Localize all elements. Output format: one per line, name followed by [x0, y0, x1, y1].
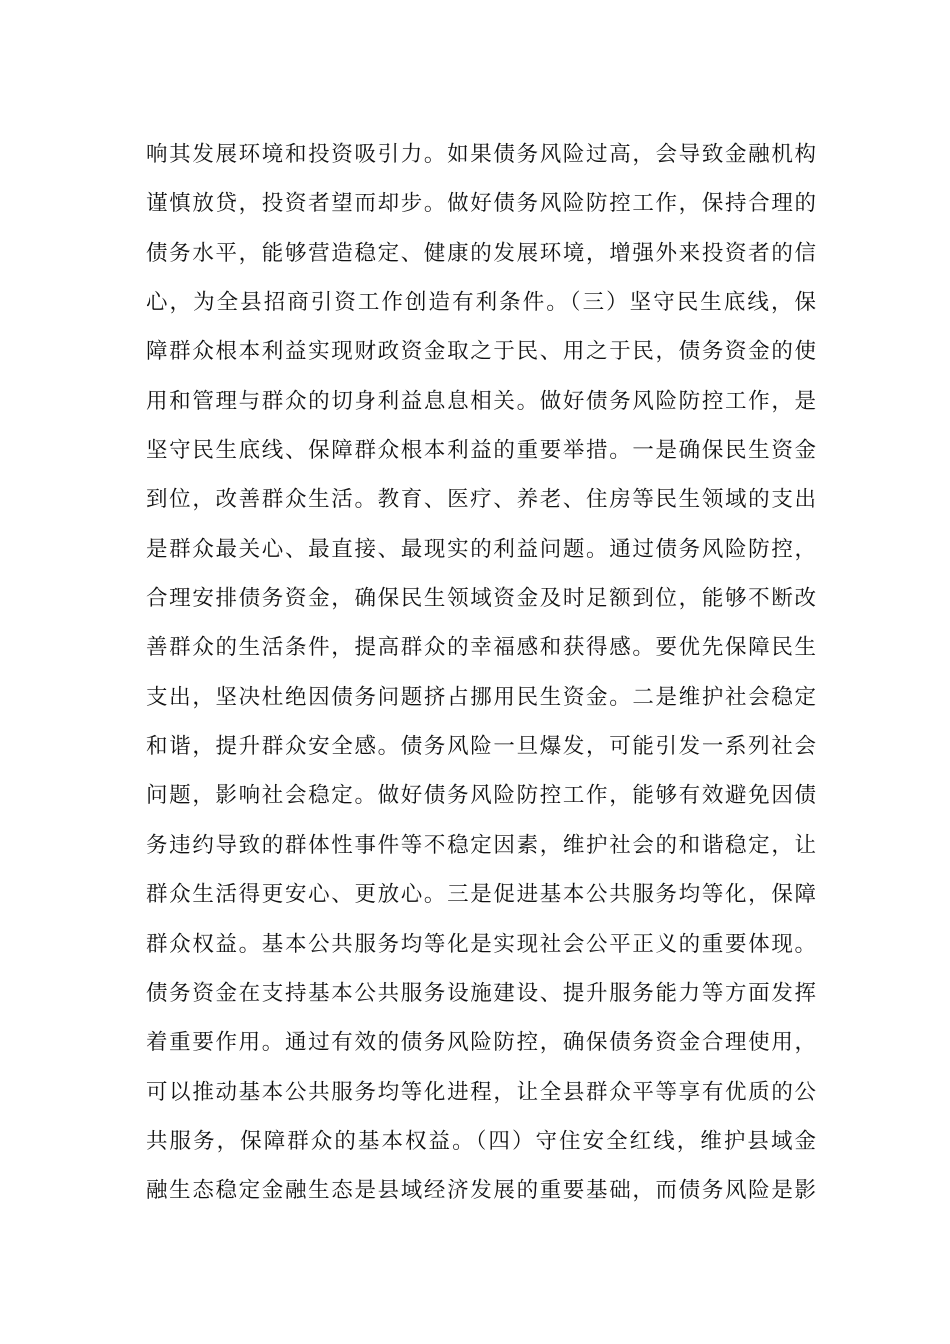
text-line: 着重要作用。通过有效的债务风险防控，确保债务资金合理使用，	[146, 1030, 816, 1056]
text-line: 债务水平，能够营造稳定、健康的发展环境，增强外来投资者的信	[146, 240, 816, 266]
text-line: 可以推动基本公共服务均等化进程，让全县群众平等享有优质的公	[146, 1079, 816, 1105]
body-text	[146, 130, 816, 1216]
text-line: 谨慎放贷，投资者望而却步。做好债务风险防控工作，保持合理的	[146, 191, 816, 217]
text-line: 坚守民生底线、保障群众根本利益的重要举措。一是确保民生资金	[146, 438, 816, 464]
text-line: 群众权益。基本公共服务均等化是实现社会公平正义的重要体现。	[146, 931, 816, 957]
text-line: 障群众根本利益实现财政资金取之于民、用之于民，债务资金的使	[146, 339, 816, 365]
text-line: 心，为全县招商引资工作创造有利条件。（三）坚守民生底线，保	[146, 290, 816, 316]
text-line: 合理安排债务资金，确保民生领域资金及时足额到位，能够不断改	[146, 586, 816, 612]
text-line: 共服务，保障群众的基本权益。（四）守住安全红线，维护县域金	[146, 1128, 816, 1154]
text-line: 用和管理与群众的切身利益息息相关。做好债务风险防控工作，是	[146, 388, 816, 414]
text-line: 务违约导致的群体性事件等不稳定因素，维护社会的和谐稳定，让	[146, 832, 816, 858]
text-line: 问题，影响社会稳定。做好债务风险防控工作，能够有效避免因债	[146, 783, 816, 809]
text-line: 和谐，提升群众安全感。债务风险一旦爆发，可能引发一系列社会	[146, 734, 816, 760]
text-line: 融生态稳定金融生态是县域经济发展的重要基础，而债务风险是影	[146, 1178, 816, 1204]
text-line: 善群众的生活条件，提高群众的幸福感和获得感。要优先保障民生	[146, 635, 816, 661]
text-line: 支出，坚决杜绝因债务问题挤占挪用民生资金。二是维护社会稳定	[146, 684, 816, 710]
text-line: 到位，改善群众生活。教育、医疗、养老、住房等民生领域的支出	[146, 487, 816, 513]
text-line: 响其发展环境和投资吸引力。如果债务风险过高，会导致金融机构	[146, 142, 816, 167]
text-line: 债务资金在支持基本公共服务设施建设、提升服务能力等方面发挥	[146, 980, 816, 1006]
text-line: 是群众最关心、最直接、最现实的利益问题。通过债务风险防控，	[146, 536, 816, 562]
text-line: 群众生活得更安心、更放心。三是促进基本公共服务均等化，保障	[146, 882, 816, 908]
